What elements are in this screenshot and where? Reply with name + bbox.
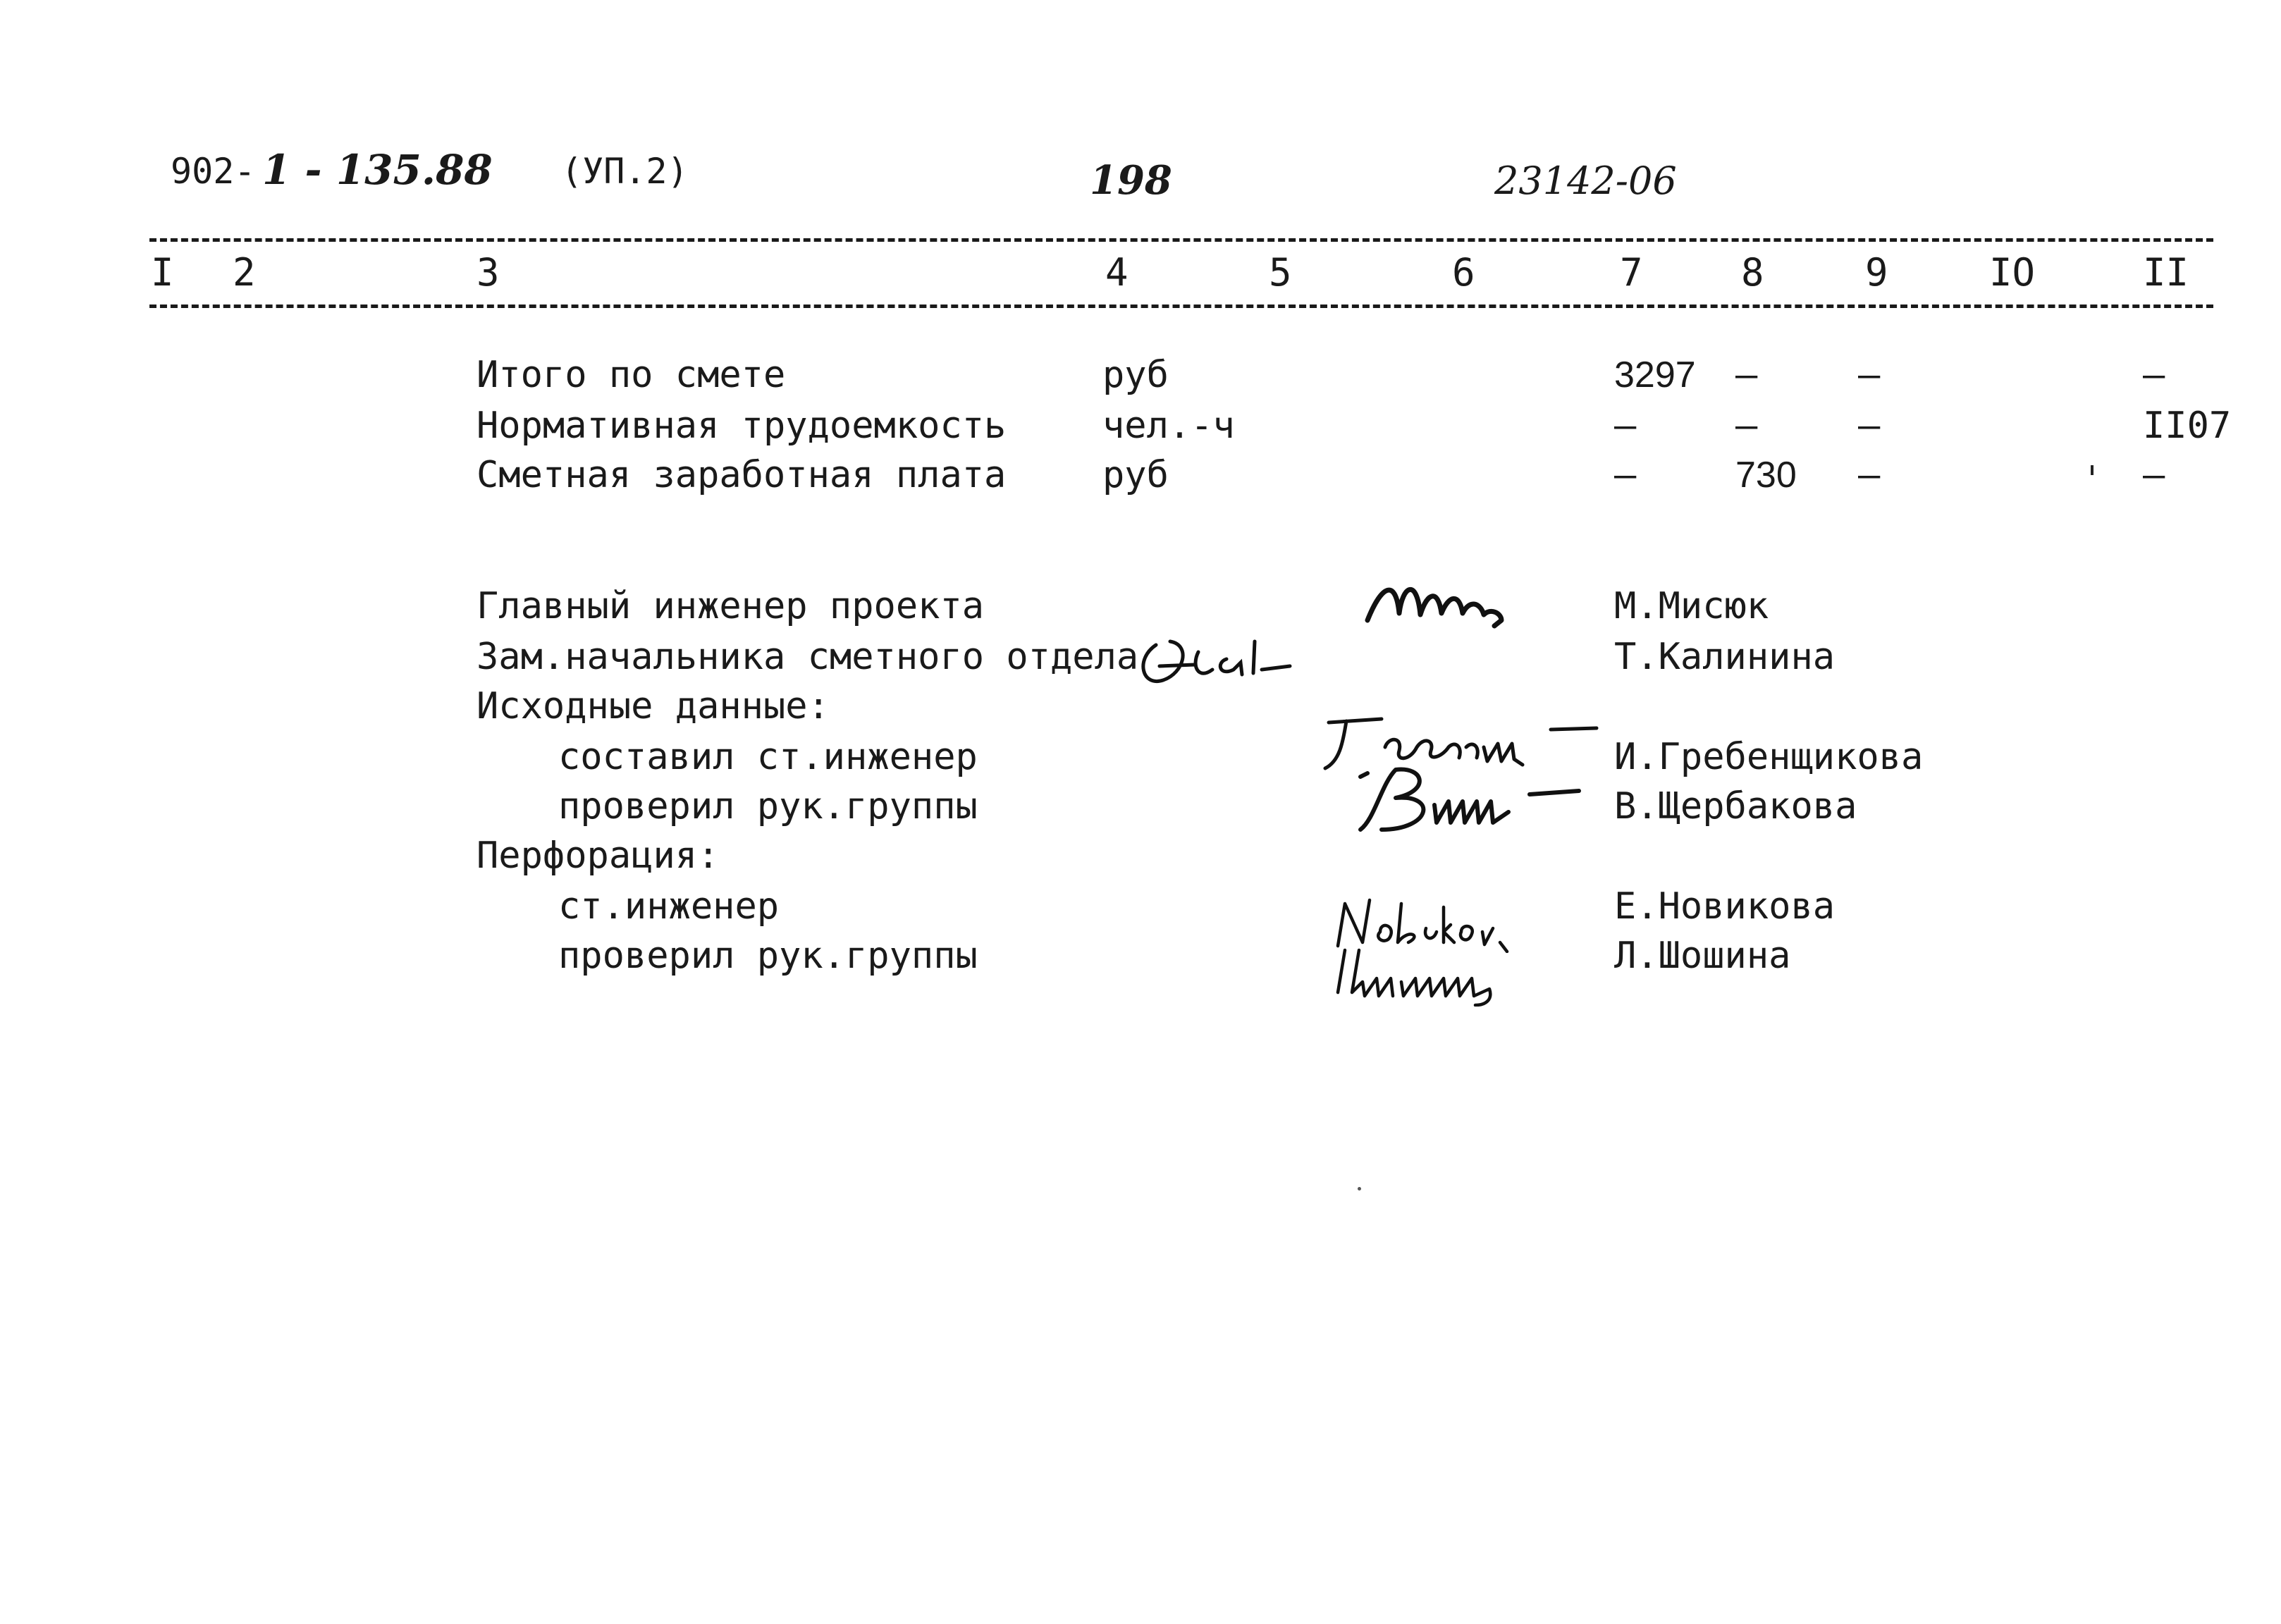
name-deputy-head: Т.Калинина — [1614, 636, 1836, 678]
name-perf-checker: Л.Шошина — [1614, 935, 1791, 977]
name-perf-engineer: Е.Новикова — [1614, 885, 1836, 928]
speck — [2091, 465, 2094, 475]
role-deputy-head: Зам.начальника сметного отдела — [477, 636, 1139, 678]
col-5: 5 — [1269, 250, 1292, 295]
col-11: II — [2143, 250, 2189, 295]
total-row-c9: – — [1858, 405, 1881, 447]
total-row-c11: – — [2143, 454, 2165, 496]
total-row-c7: 3297 — [1614, 355, 1696, 395]
role-compiler: составил ст.инженер — [558, 736, 978, 778]
name-checker: В.Щербакова — [1614, 785, 1857, 828]
inventory-number: 23142-06 — [1494, 159, 1677, 203]
page-number: 198 — [1090, 157, 1172, 204]
col-4: 4 — [1105, 250, 1129, 295]
role-perf-engineer: ст.инженер — [558, 885, 780, 928]
col-1: I — [151, 250, 174, 295]
name-chief-engineer: М.Мисюк — [1614, 585, 1769, 627]
total-row-c8: – — [1735, 405, 1758, 447]
total-row-c11: II07 — [2143, 405, 2232, 447]
col-7: 7 — [1620, 250, 1643, 295]
col-9: 9 — [1865, 250, 1888, 295]
total-row-c8: 730 — [1735, 455, 1797, 496]
signature-perf-checker — [1331, 943, 1570, 1007]
role-checker: проверил рук.группы — [558, 785, 978, 828]
col-2: 2 — [233, 250, 256, 295]
rule-top — [149, 238, 2213, 242]
total-row-c9: – — [1858, 454, 1881, 496]
total-row-label: Сметная заработная плата — [477, 454, 1007, 496]
total-row-c9: – — [1858, 354, 1881, 396]
total-row-c7: – — [1614, 405, 1637, 447]
signature-deputy — [1128, 631, 1311, 694]
doc-prefix: 902- — [171, 151, 256, 192]
volume-label: (УП.2) — [561, 151, 689, 192]
total-row-label: Нормативная трудоемкость — [477, 405, 1007, 447]
total-row-c11: – — [2143, 354, 2165, 396]
total-row-c7: – — [1614, 454, 1637, 496]
signature-checker — [1353, 763, 1600, 840]
total-row-unit: чел.-ч — [1102, 405, 1235, 447]
name-compiler: И.Гребенщикова — [1614, 736, 1924, 778]
role-chief-engineer: Главный инженер проекта — [477, 585, 985, 627]
col-8: 8 — [1741, 250, 1764, 295]
speck — [1358, 1187, 1361, 1191]
section-perforation: Перфорация: — [477, 835, 720, 877]
total-row-label: Итого по смете — [477, 354, 786, 396]
section-source-data: Исходные данные: — [477, 685, 830, 727]
rule-bottom — [149, 304, 2213, 308]
col-10: IO — [1989, 250, 2036, 295]
signature-chief — [1360, 564, 1515, 641]
doc-code: 1 - 135.88 — [262, 146, 493, 194]
role-perf-checker: проверил рук.группы — [558, 935, 978, 977]
total-row-c8: – — [1735, 354, 1758, 396]
col-3: 3 — [477, 250, 500, 295]
col-6: 6 — [1452, 250, 1475, 295]
total-row-unit: руб — [1102, 354, 1169, 396]
total-row-unit: руб — [1102, 454, 1169, 496]
